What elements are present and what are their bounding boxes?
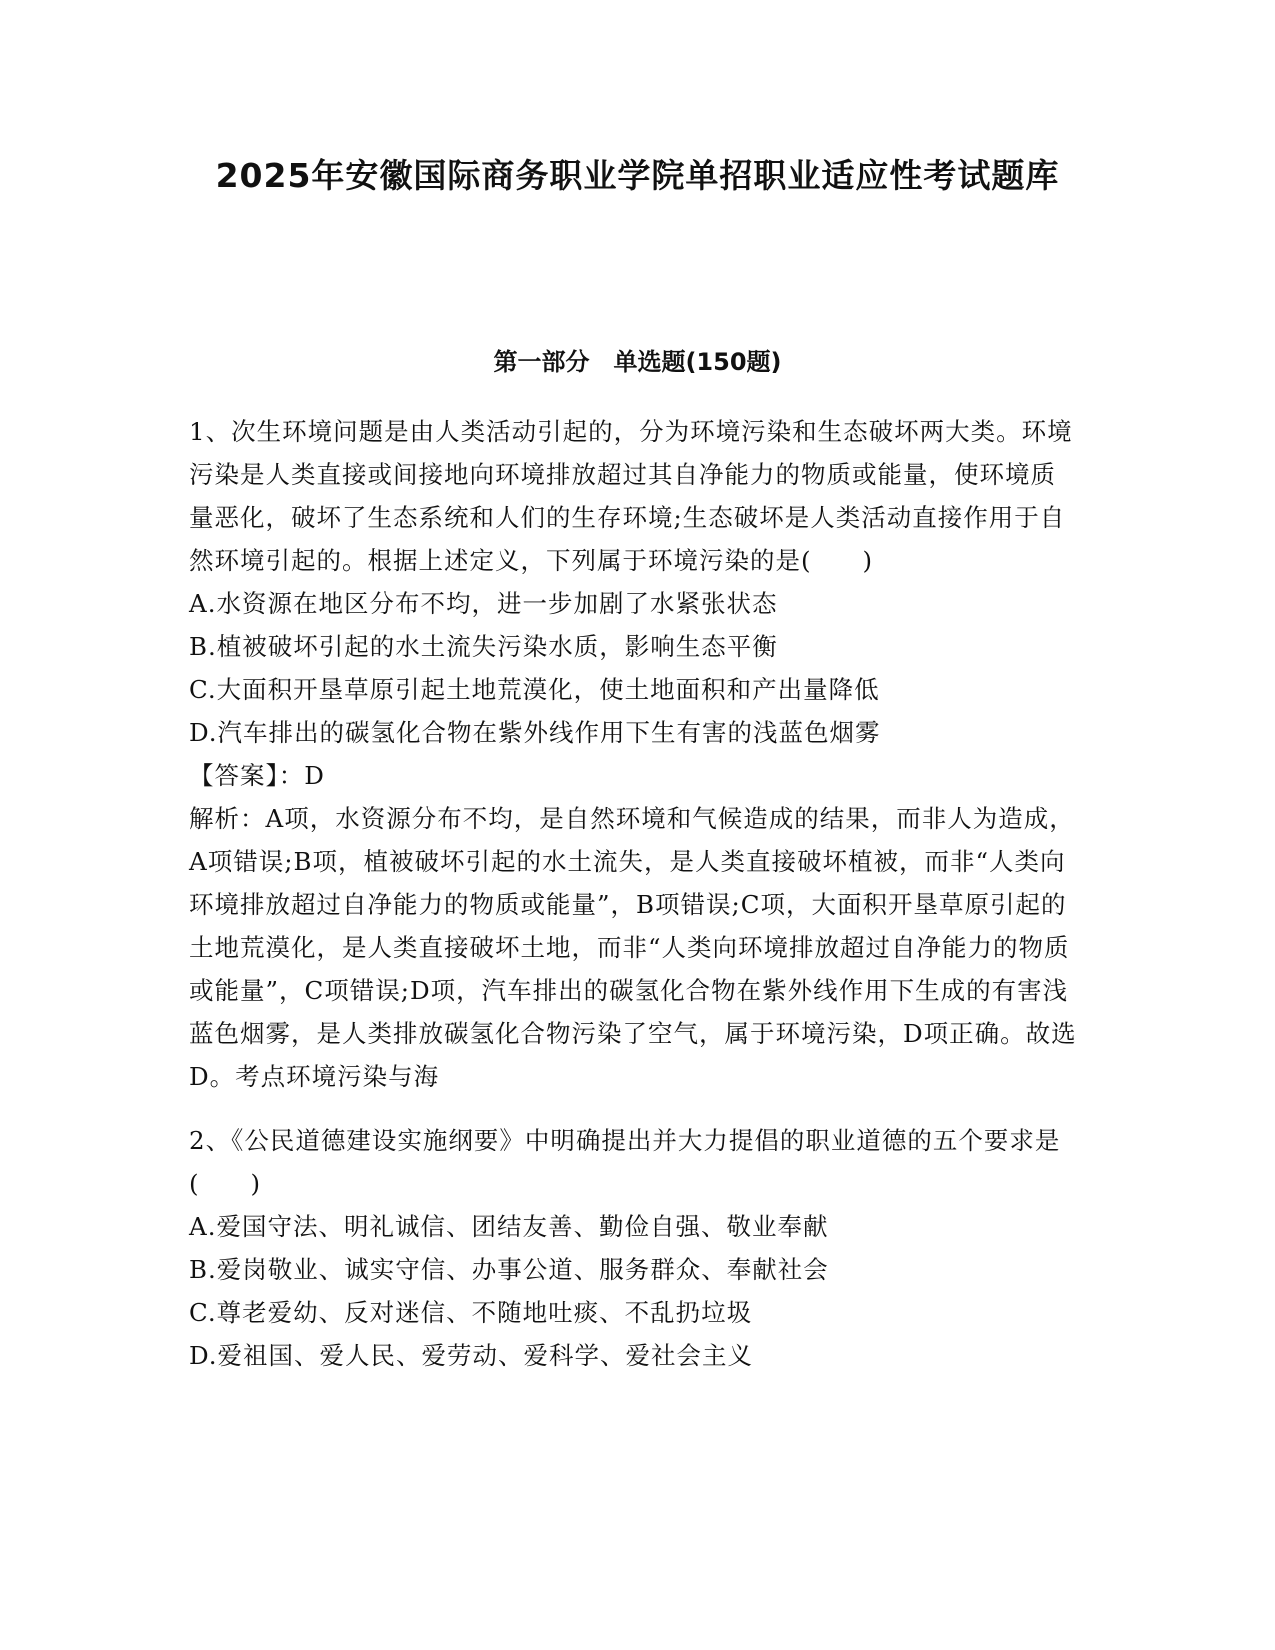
answer-line: 【答案】：D [189,761,325,790]
question-stem: 2、《公民道德建设实施纲要》中明确提出并大力提倡的职业道德的五个要求是( ) [189,1126,1061,1198]
question-2 [189,1119,1079,1377]
analysis-text: 解析：A项，水资源分布不均，是自然环境和气候造成的结果，而非人为造成，A项错误;B项，植被破坏引起的水土流失，是人类直接破坏植被，而非“人类向环境排放超过自净能力的物质或能量”，B项错误;C项，大面积开垦草原引起的土地荒漠化，是人类直接破坏土地，而非“人类向环境排放超过自净能力的物质或能量”，C项错误;D项，汽车排出的碳氢化合物在紫外线作用下生成的有害浅蓝色烟雾，是人类排放碳氢化合物污染了空气，属于环境污染，D项正确。故选D。考点环境污染与海 [189,804,1077,1091]
question-list [189,410,1079,1377]
option-d: D.爱祖国、爱人民、爱劳动、爱科学、爱社会主义 [189,1341,754,1370]
option-a: A.水资源在地区分布不均，进一步加剧了水紧张状态 [189,589,778,618]
option-c: C.大面积开垦草原引起土地荒漠化，使土地面积和产出量降低 [189,675,880,704]
document-title: 2025年安徽国际商务职业学院单招职业适应性考试题库 [215,156,1060,195]
question-1 [189,410,1079,1098]
option-a: A.爱国守法、明礼诚信、团结友善、勤俭自强、敬业奉献 [189,1212,829,1241]
option-d: D.汽车排出的碳氢化合物在紫外线作用下生有害的浅蓝色烟雾 [189,718,881,747]
question-stem: 1、次生环境问题是由人类活动引起的，分为环境污染和生态破坏两大类。环境污染是人类直接或间接地向环境排放超过其自净能力的物质或能量，使环境质量恶化，破坏了生态系统和人们的生存环境;生态破坏是人类活动直接作用于自然环境引起的。根据上述定义，下列属于环境污染的是( ) [189,417,1073,575]
option-b: B.爱岗敬业、诚实守信、办事公道、服务群众、奉献社会 [189,1255,829,1284]
option-c: C.尊老爱幼、反对迷信、不随地吐痰、不乱扔垃圾 [189,1298,753,1327]
section-heading: 第一部分 单选题(150题) [493,348,782,376]
option-b: B.植被破坏引起的水土流失污染水质，影响生态平衡 [189,632,778,661]
